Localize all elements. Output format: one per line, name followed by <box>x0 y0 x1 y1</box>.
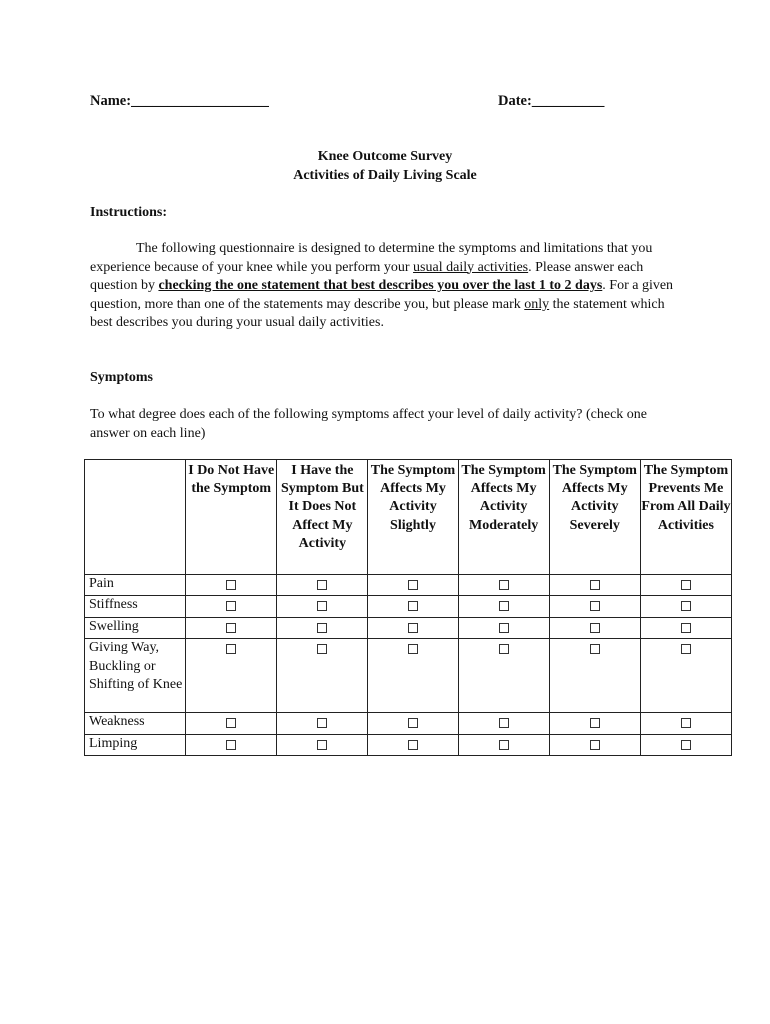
checkbox[interactable] <box>681 623 691 633</box>
table-row <box>85 575 732 596</box>
instructions-text-part: . Please answer each question by <box>90 259 644 294</box>
checkbox[interactable] <box>226 740 236 750</box>
symptom-label: Weakness <box>85 713 186 734</box>
checkbox[interactable] <box>499 601 509 611</box>
checkbox[interactable] <box>226 580 236 590</box>
column-header: The Symptom Affects My Activity Slightly <box>368 460 458 575</box>
instructions-text <box>90 240 682 333</box>
checkbox[interactable] <box>226 601 236 611</box>
column-header: The Symptom Affects My Activity Moderately <box>458 460 549 575</box>
table-row <box>85 617 732 638</box>
checkbox[interactable] <box>590 580 600 590</box>
table-row <box>85 596 732 617</box>
instructions-text-part: . For a given question, more than one of the statements may describe you, but please mark <box>90 278 674 312</box>
table-header-row <box>85 460 732 575</box>
checkbox[interactable] <box>226 623 236 633</box>
date-field[interactable]: Date:__________ <box>498 93 605 109</box>
checkbox[interactable] <box>499 580 509 590</box>
checkbox[interactable] <box>499 718 509 728</box>
table-row <box>85 639 732 713</box>
checkbox[interactable] <box>681 580 691 590</box>
symptom-label: Swelling <box>85 617 186 638</box>
checkbox[interactable] <box>681 601 691 611</box>
symptom-label: Limping <box>85 734 186 755</box>
checkbox[interactable] <box>499 740 509 750</box>
usual-daily-activities-emphasis: usual daily activities <box>413 259 529 275</box>
checking-statement-emphasis: checking the one statement that best describes you over the last 1 to 2 days <box>158 278 603 294</box>
symptoms-heading: Symptoms <box>90 370 154 385</box>
checkbox[interactable] <box>317 740 327 750</box>
instructions-text-part: the statement which best describes you during your usual daily activities. <box>90 296 665 331</box>
survey-subtitle: Activities of Daily Living Scale <box>293 168 477 183</box>
checkbox[interactable] <box>408 718 418 728</box>
symptom-label: Pain <box>85 575 186 596</box>
checkbox[interactable] <box>590 718 600 728</box>
symptoms-table <box>84 459 732 756</box>
checkbox[interactable] <box>408 601 418 611</box>
checkbox[interactable] <box>590 601 600 611</box>
checkbox[interactable] <box>317 580 327 590</box>
column-header: The Symptom Affects My Activity Severely <box>549 460 640 575</box>
symptom-label: Stiffness <box>85 596 186 617</box>
checkbox[interactable] <box>226 644 236 654</box>
name-field[interactable]: Name:___________________ <box>90 93 269 109</box>
instructions-heading: Instructions: <box>90 205 168 220</box>
checkbox[interactable] <box>681 644 691 654</box>
checkbox[interactable] <box>499 644 509 654</box>
checkbox[interactable] <box>317 601 327 611</box>
row-label-header <box>85 460 186 575</box>
checkbox[interactable] <box>408 644 418 654</box>
checkbox[interactable] <box>408 740 418 750</box>
column-header: I Have the Symptom But It Does Not Affect My Activity <box>277 460 368 575</box>
checkbox[interactable] <box>499 623 509 633</box>
table-row <box>85 734 732 755</box>
checkbox[interactable] <box>317 623 327 633</box>
column-header: The Symptom Prevents Me From All Daily Activities <box>640 460 731 575</box>
symptoms-question: To what degree does each of the following symptoms affect your level of daily activity? (check one answer on each line) <box>90 407 648 441</box>
survey-title: Knee Outcome Survey <box>317 149 453 164</box>
checkbox[interactable] <box>317 718 327 728</box>
column-header: I Do Not Have the Symptom <box>186 460 277 575</box>
checkbox[interactable] <box>681 740 691 750</box>
only-emphasis: only <box>524 296 550 312</box>
checkbox[interactable] <box>590 740 600 750</box>
checkbox[interactable] <box>590 644 600 654</box>
table-row <box>85 713 732 734</box>
checkbox[interactable] <box>408 580 418 590</box>
checkbox[interactable] <box>226 718 236 728</box>
checkbox[interactable] <box>317 644 327 654</box>
instructions-text-part: The following questionnaire is designed to determine the symptoms and limitations that you experience because of your knee while you perform your <box>90 241 653 275</box>
checkbox[interactable] <box>590 623 600 633</box>
symptom-label: Giving Way, Buckling or Shifting of Knee <box>85 639 186 713</box>
checkbox[interactable] <box>408 623 418 633</box>
checkbox[interactable] <box>681 718 691 728</box>
